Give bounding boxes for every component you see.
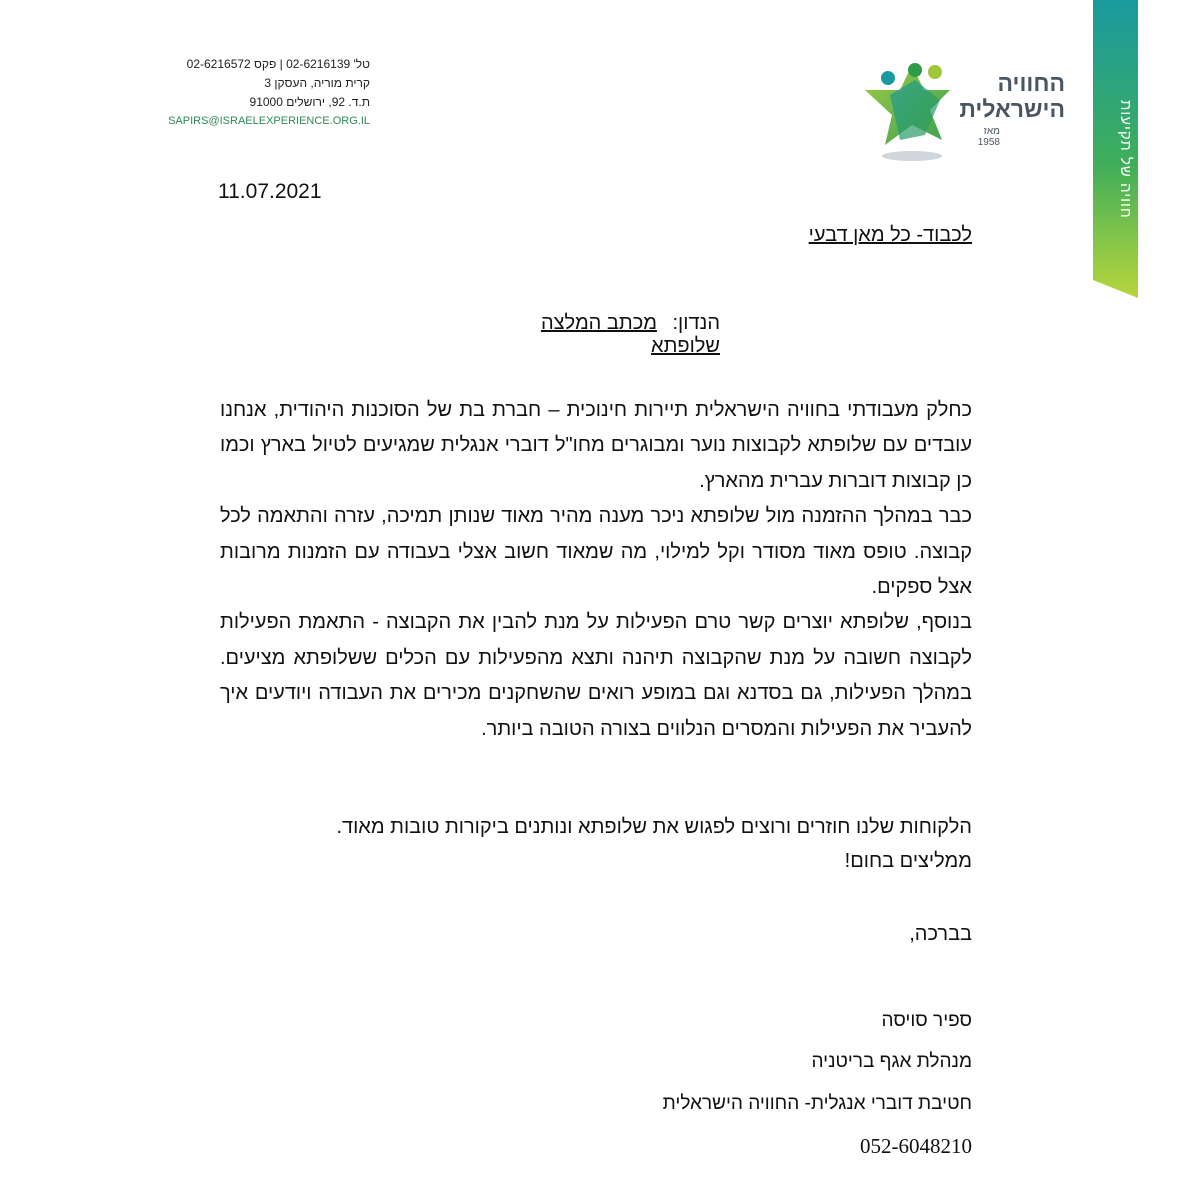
signature-name: ספיר סויסה [881, 1010, 972, 1031]
closing-line: הלקוחות שלנו חוזרים ורוצים לפגוש את שלופתא ונותנים ביקורות טובות מאוד. [336, 816, 972, 838]
letter-closing [220, 810, 972, 878]
body-paragraph: כבר במהלך ההזמנה מול שלופתא ניכר מענה מהיר מאוד שנותן תמיכה, עזרה והתאמה לכל קבוצה. טופס מאוד מסודר וקל למילוי, מה שמאוד חשוב אצלי בעבודה עם הזמנות מרובות אצל ספקים. [220, 505, 972, 599]
body-paragraph: כחלק מעבודתי בחוויה הישראלית תיירות חינוכית – חברת בת של הסוכנות היהודית, אנחנו עובדים עם שלופתא לקבוצות נוער ומבוגרים מחו"ל דוברי אנגלית שמגיעים לטיול בארץ וכמו כן קבוצות דוברות עברית מהארץ. [220, 399, 972, 492]
logo-name-line1: החוויה [997, 70, 1065, 96]
letter-subject [470, 312, 720, 358]
contact-email[interactable]: SAPIRS@ISRAELEXPERIENCE.ORG.IL [168, 115, 370, 127]
side-strip-text: חוויה של תקיעות [1117, 100, 1134, 219]
logo-since: מאז 1958 [977, 126, 1000, 148]
subject-value: מכתב המלצה שלופתא [540, 312, 720, 357]
signature-title: מנהלת אגף בריטניה [811, 1051, 972, 1072]
letter-recipient: לכבוד- כל מאן דבעי [808, 224, 972, 246]
signature-phone: 052-6048210 [860, 1134, 972, 1158]
logo-wordmark [955, 70, 1065, 122]
closing-recommendation: ממליצים בחום! [844, 850, 972, 872]
israel-experience-logo [860, 60, 1070, 165]
contact-po-box: ת.ד. 92, ירושלים 91000 [249, 95, 370, 109]
letter-body [220, 393, 972, 747]
logo-emblem-icon [860, 60, 960, 165]
letter-date: 11.07.2021 [218, 180, 322, 203]
logo-name-line2: הישראלית [959, 96, 1065, 122]
contact-phone-fax: טל' 02-6216139 | פקס 02-6216572 [186, 57, 370, 71]
body-paragraph: בנוסף, שלופתא יוצרים קשר טרם הפעילות על מנת להבין את הקבוצה - התאמת הפעילות לקבוצה חשובה על מנת שהקבוצה תיהנה ותצא מהפעילות עם הכלים ששלופתא מציעים. במהלך הפעילות, גם בסדנא וגם במופע רואים שהשחקנים מכירים את העבודה ויודעים איך להעביר את הפעילות והמסרים הנלווים בצורה הטובה ביותר. [220, 611, 972, 740]
contact-address: קרית מוריה, העסקן 3 [264, 76, 370, 90]
subject-label: הנדון: [672, 312, 720, 334]
signature-division: חטיבת דוברי אנגלית- החוויה הישראלית [662, 1093, 972, 1114]
letter-regards: בברכה, [909, 923, 972, 945]
contact-block [150, 55, 370, 131]
